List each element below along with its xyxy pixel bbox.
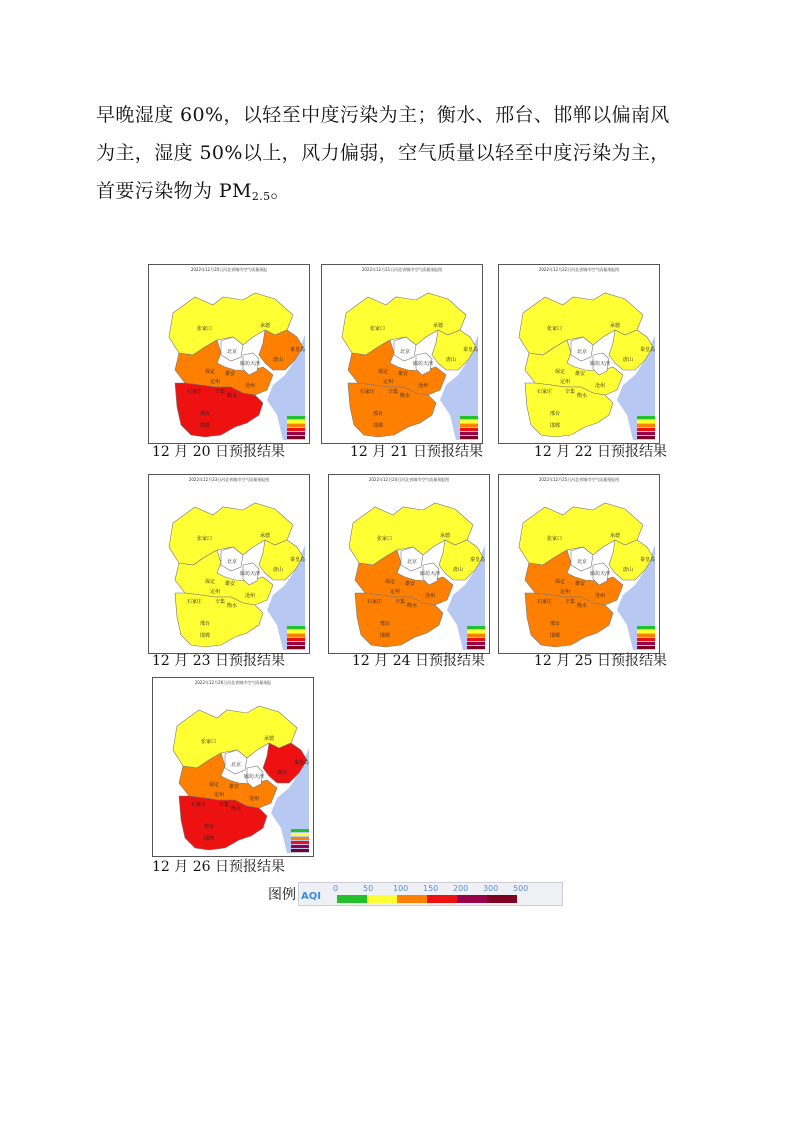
city-label-zhangjiakou: 张家口 [547, 536, 563, 542]
city-label-handan: 邯郸 [373, 423, 384, 429]
mini-legend-swatch [287, 428, 305, 431]
mini-legend-swatch [460, 432, 478, 435]
map-mini-legend [637, 415, 655, 439]
city-label-qinhuangdao: 秦皇岛 [470, 557, 485, 563]
city-label-xiongan: 雄安 [575, 371, 586, 377]
city-label-baoding: 保定 [555, 369, 566, 375]
mini-legend-swatch [637, 638, 655, 641]
city-label-chengde: 承德 [440, 533, 451, 539]
city-label-xingtai: 邢台 [550, 621, 561, 627]
city-label-xingtai: 邢台 [550, 411, 561, 417]
city-label-cangzhou: 沧州 [249, 796, 260, 802]
mini-legend-swatch [467, 638, 485, 641]
city-label-cangzhou: 沧州 [245, 593, 256, 599]
mini-legend-swatch [291, 841, 309, 844]
mini-legend-swatch [291, 829, 309, 832]
city-label-baoding: 保定 [555, 579, 566, 585]
city-label-zhangjiakou: 张家口 [370, 326, 386, 332]
city-label-qinhuangdao: 秦皇岛 [640, 557, 655, 563]
city-label-shijiazhuang: 石家庄 [537, 389, 553, 395]
city-label-qinhuangdao: 秦皇岛 [294, 760, 309, 766]
forecast-map-panel [498, 474, 660, 654]
aqi-color-bar [298, 882, 563, 906]
city-label-xiongan: 雄安 [575, 581, 586, 587]
city-label-shijiazhuang: 石家庄 [187, 389, 203, 395]
city-label-dingzhou: 定州 [560, 379, 571, 385]
map-title: 2022年12月21日河北省城市空气质量预报图 [361, 267, 443, 272]
city-label-qinhuangdao: 秦皇岛 [290, 347, 305, 353]
city-label-baoding: 保定 [205, 369, 216, 375]
city-label-xiongan: 雄安 [225, 581, 236, 587]
city-label-beijing: 北京 [227, 349, 238, 355]
map-caption: 12 月 20 日预报结果 [152, 444, 285, 460]
hebei-aqi-map [159, 688, 309, 853]
mini-legend-swatch [291, 837, 309, 840]
city-label-handan: 邯郸 [550, 633, 561, 639]
map-title: 2022年12月24日河北省城市空气质量预报图 [368, 477, 450, 482]
hebei-aqi-map [155, 485, 305, 650]
aqi-tick-label: 50 [363, 884, 374, 893]
aqi-tick-label: 300 [483, 884, 499, 893]
city-label-shijiazhuang: 石家庄 [360, 389, 376, 395]
city-label-handan: 邯郸 [200, 633, 211, 639]
mini-legend-swatch [460, 436, 478, 439]
map-mini-legend [460, 415, 478, 439]
hebei-aqi-map [328, 275, 478, 440]
city-label-cangzhou: 沧州 [595, 593, 606, 599]
city-label-tianjin: 天津 [600, 571, 611, 577]
forecast-map-panel [321, 264, 483, 444]
city-label-dingzhou: 定州 [390, 589, 401, 595]
map-caption: 12 月 26 日预报结果 [152, 859, 285, 875]
aqi-swatch [457, 895, 487, 903]
forecast-map-panel [148, 264, 310, 444]
mini-legend-swatch [637, 642, 655, 645]
map-title: 2022年12月26日河北省城市空气质量预报 [194, 680, 272, 685]
city-label-shijiazhuang: 石家庄 [191, 802, 207, 808]
city-label-chengde: 承德 [610, 533, 621, 539]
mini-legend-swatch [467, 630, 485, 633]
city-label-chengde: 承德 [264, 736, 275, 742]
city-label-tangshan: 唐山 [273, 357, 284, 363]
city-label-xinji: 辛集 [395, 599, 406, 605]
city-label-tianjin: 天津 [423, 361, 434, 367]
mini-legend-swatch [467, 626, 485, 629]
city-label-xinji: 辛集 [215, 599, 226, 605]
mini-legend-swatch [287, 646, 305, 649]
city-label-hengshui: 衡水 [407, 603, 418, 609]
city-label-hengshui: 衡水 [577, 603, 588, 609]
city-label-hengshui: 衡水 [577, 393, 588, 399]
city-label-zhangjiakou: 张家口 [197, 326, 213, 332]
city-label-tianjin: 天津 [254, 774, 265, 780]
city-label-chengde: 承德 [610, 323, 621, 329]
city-label-dingzhou: 定州 [210, 589, 221, 595]
city-label-qinhuangdao: 秦皇岛 [290, 557, 305, 563]
mini-legend-swatch [287, 638, 305, 641]
city-label-tangshan: 唐山 [453, 567, 464, 573]
map-mini-legend [291, 828, 309, 852]
city-label-zhangjiakou: 张家口 [201, 739, 217, 745]
mini-legend-swatch [637, 432, 655, 435]
mini-legend-swatch [287, 630, 305, 633]
map-caption: 12 月 21 日预报结果 [350, 444, 483, 460]
mini-legend-swatch [291, 849, 309, 852]
mini-legend-swatch [287, 642, 305, 645]
map-caption: 12 月 25 日预报结果 [534, 653, 667, 669]
city-label-handan: 邯郸 [204, 836, 215, 842]
city-label-langfang: 廊坊 [590, 361, 601, 367]
city-label-tianjin: 天津 [600, 361, 611, 367]
city-label-beijing: 北京 [231, 762, 242, 768]
aqi-tick-label: 200 [453, 884, 469, 893]
city-label-tangshan: 唐山 [623, 567, 634, 573]
map-caption: 12 月 22 日预报结果 [534, 444, 667, 460]
city-label-xingtai: 邢台 [373, 411, 384, 417]
mini-legend-swatch [460, 416, 478, 419]
city-label-xiongan: 雄安 [405, 581, 416, 587]
city-label-xinji: 辛集 [565, 599, 576, 605]
city-label-xiongan: 雄安 [398, 371, 409, 377]
mini-legend-swatch [291, 845, 309, 848]
city-label-cangzhou: 沧州 [245, 383, 256, 389]
paragraph-line-1: 早晚湿度 60%，以轻至中度污染为主；衡水、邢台、邯郸以偏南风 [96, 104, 670, 126]
map-title: 2022年12月23日河北省城市空气质量预报图 [188, 477, 270, 482]
city-label-xinji: 辛集 [215, 389, 226, 395]
forecast-map-panel [328, 474, 490, 654]
city-label-baoding: 保定 [209, 782, 220, 788]
map-title: 2022年12月20日河北省城市空气质量预报 [190, 267, 268, 272]
city-label-langfang: 廊坊 [240, 361, 251, 367]
mini-legend-swatch [467, 634, 485, 637]
city-label-xingtai: 邢台 [380, 621, 391, 627]
city-label-cangzhou: 沧州 [418, 383, 429, 389]
paragraph-line-3: 首要污染物为 $PM_{2.5}$。 [96, 180, 290, 203]
city-label-langfang: 廊坊 [240, 571, 251, 577]
city-label-tianjin: 天津 [250, 571, 261, 577]
city-label-dingzhou: 定州 [560, 589, 571, 595]
aqi-label: AQI [301, 891, 321, 902]
city-label-dingzhou: 定州 [210, 379, 221, 385]
city-label-tangshan: 唐山 [446, 357, 457, 363]
city-label-hengshui: 衡水 [227, 603, 238, 609]
city-label-beijing: 北京 [577, 559, 588, 565]
city-label-beijing: 北京 [407, 559, 418, 565]
city-label-xingtai: 邢台 [200, 411, 211, 417]
city-label-hengshui: 衡水 [227, 393, 238, 399]
forecast-map-panel [152, 677, 314, 857]
mini-legend-swatch [291, 833, 309, 836]
mini-legend-swatch [460, 420, 478, 423]
city-label-xiongan: 雄安 [229, 784, 240, 790]
city-label-zhangjiakou: 张家口 [377, 536, 393, 542]
mini-legend-swatch [460, 424, 478, 427]
city-label-langfang: 廊坊 [413, 361, 424, 367]
city-label-langfang: 廊坊 [590, 571, 601, 577]
hebei-aqi-map [505, 275, 655, 440]
city-label-qinhuangdao: 秦皇岛 [640, 347, 655, 353]
mini-legend-swatch [637, 428, 655, 431]
mini-legend-swatch [287, 424, 305, 427]
aqi-swatch [487, 895, 517, 903]
forecast-map-panel [148, 474, 310, 654]
aqi-swatch [427, 895, 457, 903]
map-title: 2022年12月25日河北省城市空气质量预报图 [538, 477, 620, 482]
aqi-swatch [367, 895, 397, 903]
legend-label: 图例 [268, 887, 296, 903]
mini-legend-swatch [637, 630, 655, 633]
city-label-shijiazhuang: 石家庄 [187, 599, 203, 605]
mini-legend-swatch [637, 634, 655, 637]
mini-legend-swatch [637, 626, 655, 629]
mini-legend-swatch [637, 420, 655, 423]
city-label-tangshan: 唐山 [277, 770, 288, 776]
hebei-aqi-map [505, 485, 655, 650]
city-label-hengshui: 衡水 [400, 393, 411, 399]
map-mini-legend [287, 415, 305, 439]
city-label-chengde: 承德 [433, 323, 444, 329]
hebei-aqi-map [335, 485, 485, 650]
map-mini-legend [287, 625, 305, 649]
city-label-qinhuangdao: 秦皇岛 [463, 347, 478, 353]
map-caption: 12 月 24 日预报结果 [352, 653, 485, 669]
city-label-tianjin: 天津 [250, 361, 261, 367]
city-label-zhangjiakou: 张家口 [547, 326, 563, 332]
aqi-tick-label: 500 [513, 884, 529, 893]
city-label-cangzhou: 沧州 [595, 383, 606, 389]
city-label-chengde: 承德 [260, 533, 271, 539]
mini-legend-swatch [287, 626, 305, 629]
city-label-baoding: 保定 [205, 579, 216, 585]
forecast-map-panel [498, 264, 660, 444]
aqi-swatch [337, 895, 367, 903]
city-label-chengde: 承德 [260, 323, 271, 329]
city-label-shijiazhuang: 石家庄 [367, 599, 383, 605]
map-title: 2022年12月22日河北省城市空气质量预报图 [538, 267, 620, 272]
mini-legend-swatch [637, 424, 655, 427]
aqi-swatch [397, 895, 427, 903]
city-label-beijing: 北京 [227, 559, 238, 565]
hebei-aqi-map [155, 275, 305, 440]
aqi-tick-label: 150 [423, 884, 439, 893]
city-label-tangshan: 唐山 [273, 567, 284, 573]
city-label-baoding: 保定 [378, 369, 389, 375]
body-paragraph [96, 96, 716, 216]
city-label-xingtai: 邢台 [200, 621, 211, 627]
mini-legend-swatch [287, 436, 305, 439]
city-label-xinji: 辛集 [565, 389, 576, 395]
city-label-xingtai: 邢台 [204, 824, 215, 830]
mini-legend-swatch [287, 416, 305, 419]
mini-legend-swatch [637, 646, 655, 649]
city-label-tianjin: 天津 [430, 571, 441, 577]
mini-legend-swatch [287, 420, 305, 423]
map-mini-legend [467, 625, 485, 649]
mini-legend-swatch [460, 428, 478, 431]
mini-legend-swatch [637, 416, 655, 419]
city-label-beijing: 北京 [400, 349, 411, 355]
city-label-baoding: 保定 [385, 579, 396, 585]
city-label-handan: 邯郸 [380, 633, 391, 639]
paragraph-line-2: 为主，湿度 50%以上，风力偏弱，空气质量以轻至中度污染为主， [96, 142, 670, 164]
city-label-xinji: 辛集 [388, 389, 399, 395]
aqi-tick-label: 0 [333, 884, 339, 893]
mini-legend-swatch [287, 432, 305, 435]
city-label-langfang: 廊坊 [420, 571, 431, 577]
map-mini-legend [637, 625, 655, 649]
city-label-tangshan: 唐山 [623, 357, 634, 363]
mini-legend-swatch [637, 436, 655, 439]
map-caption: 12 月 23 日预报结果 [152, 653, 285, 669]
city-label-xiongan: 雄安 [225, 371, 236, 377]
city-label-cangzhou: 沧州 [425, 593, 436, 599]
city-label-hengshui: 衡水 [231, 806, 242, 812]
city-label-handan: 邯郸 [200, 423, 211, 429]
city-label-shijiazhuang: 石家庄 [537, 599, 553, 605]
city-label-zhangjiakou: 张家口 [197, 536, 213, 542]
mini-legend-swatch [467, 642, 485, 645]
city-label-dingzhou: 定州 [214, 792, 225, 798]
city-label-xinji: 辛集 [219, 802, 230, 808]
aqi-tick-label: 100 [393, 884, 409, 893]
city-label-langfang: 廊坊 [244, 774, 255, 780]
aqi-legend [268, 882, 563, 906]
mini-legend-swatch [467, 646, 485, 649]
city-label-handan: 邯郸 [550, 423, 561, 429]
mini-legend-swatch [287, 634, 305, 637]
city-label-dingzhou: 定州 [383, 379, 394, 385]
city-label-beijing: 北京 [577, 349, 588, 355]
